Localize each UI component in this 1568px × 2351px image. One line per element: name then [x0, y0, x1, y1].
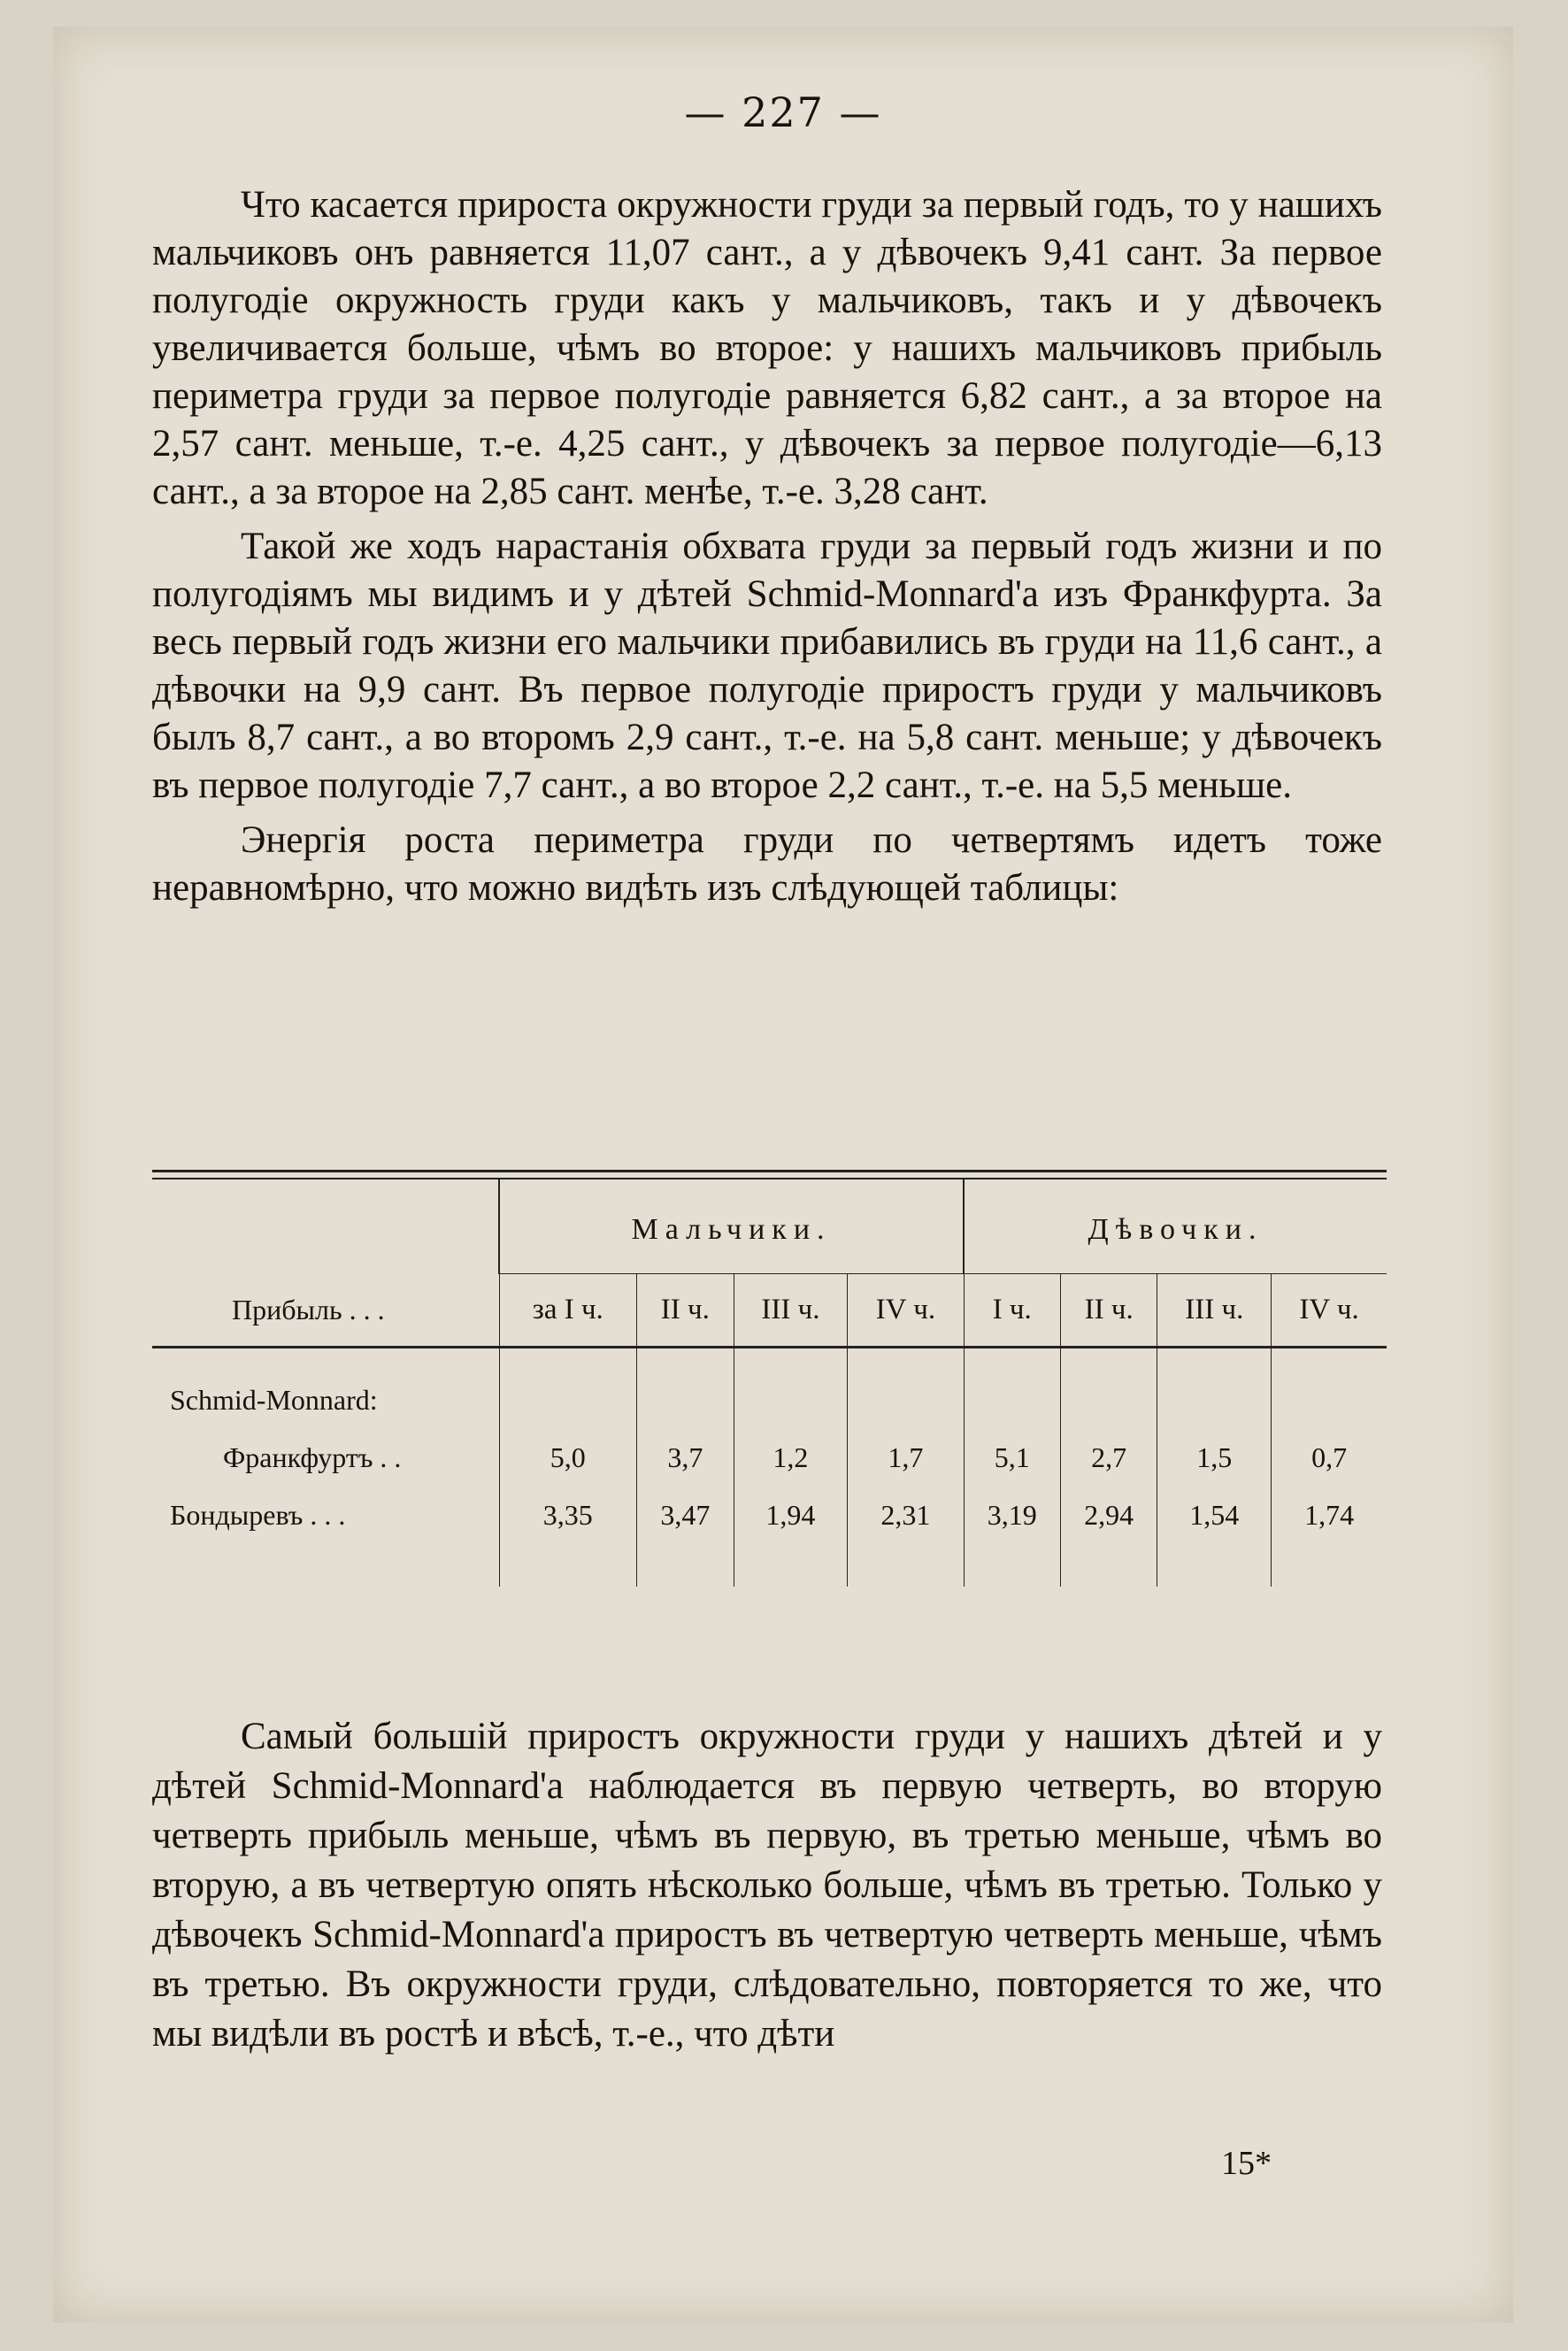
- page-number: — 227 —: [684, 88, 882, 136]
- paragraph: Самый большій приростъ окружности груди у нашихъ дѣтей и у дѣтей Schmid-Monnard'а наблюдается въ первую четверть, во вторую четверть прибыль меньше, чѣмъ въ первую, въ третью меньше, чѣмъ во вторую, а въ четвертую опять нѣсколько больше, чѣмъ въ третью. Только у дѣвочекъ Schmid-Monnard'а приростъ въ четвертую четверть меньше, чѣмъ въ третью. Въ окружности груди, слѣдовательно, повторяется то же, что мы видѣли въ ростѣ и вѣсѣ, т.-е., что дѣти: [152, 1716, 1382, 2055]
- quarter-header: за I ч.: [499, 1274, 637, 1348]
- row-label-header: Прибыль . . .: [152, 1179, 499, 1348]
- quarter-header: III ч.: [1157, 1274, 1272, 1348]
- text-block-top: [152, 181, 1382, 919]
- table-cell: 1,5: [1157, 1429, 1272, 1487]
- table-top-rule: [152, 1170, 1387, 1179]
- table-cell: 1,94: [734, 1487, 848, 1544]
- quarter-header: IV ч.: [848, 1274, 964, 1348]
- table-cell: 1,54: [1157, 1487, 1272, 1544]
- paragraph: Такой же ходъ нарастанія обхвата груди за первый годъ жизни и по полугодіямъ мы видимъ и у дѣтей Schmid-Monnard'а изъ Франкфурта. За весь первый годъ жизни его мальчики прибавились въ груди на 11,6 сант., а дѣвочки на 9,9 сант. Въ первое полугодіе приростъ груди у мальчиковъ былъ 8,7 сант., а во второмъ 2,9 сант., т.-е. на 5,8 сант. меньше; у дѣвочекъ въ первое полугодіе 7,7 сант., а во второе 2,2 сант., т.-е. на 5,5 меньше.: [152, 526, 1382, 806]
- row-name: Франкфуртъ . .: [223, 1441, 402, 1473]
- table-cell: 5,1: [964, 1429, 1060, 1487]
- book-page: [53, 27, 1513, 2323]
- table-cell: 3,47: [637, 1487, 734, 1544]
- table-cell: 5,0: [499, 1429, 637, 1487]
- quarter-header: IV ч.: [1272, 1274, 1387, 1348]
- row-name: Бондыревъ . . .: [170, 1499, 346, 1531]
- table-row: [152, 1487, 1387, 1544]
- table-row: [152, 1429, 1387, 1487]
- quarter-header: II ч.: [637, 1274, 734, 1348]
- table-cell: 0,7: [1272, 1429, 1387, 1487]
- text-block-bottom: [152, 1712, 1382, 2066]
- table-cell: 1,7: [848, 1429, 964, 1487]
- table-cell: 3,19: [964, 1487, 1060, 1544]
- quarter-header: III ч.: [734, 1274, 848, 1348]
- source-header: Schmid-Monnard:: [170, 1384, 378, 1416]
- table-cell: 3,35: [499, 1487, 637, 1544]
- group-header-boys: Мальчики.: [499, 1179, 964, 1274]
- paragraph: Что касается прироста окружности груди за первый годъ, то у нашихъ мальчиковъ онъ равняется 11,07 сант., а у дѣвочекъ 9,41 сант. За первое полугодіе окружность груди какъ у мальчиковъ, такъ и у дѣвочекъ увеличивается больше, чѣмъ во второе: у нашихъ мальчиковъ прибыль периметра груди за первое полугодіе равняется 6,82 сант., а за второе на 2,57 сант. меньше, т.-е. 4,25 сант., у дѣвочекъ за первое полугодіе—6,13 сант., а за второе на 2,85 сант. менѣе, т.-е. 3,28 сант.: [152, 184, 1382, 512]
- group-header-girls: Дѣвочки.: [964, 1179, 1387, 1274]
- table-cell: 1,74: [1272, 1487, 1387, 1544]
- table-cell: 2,7: [1060, 1429, 1157, 1487]
- table-cell: 2,94: [1060, 1487, 1157, 1544]
- table-cell: 1,2: [734, 1429, 848, 1487]
- table-cell: 3,7: [637, 1429, 734, 1487]
- signature-mark: 15*: [1221, 2145, 1272, 2182]
- table-cell: 2,31: [848, 1487, 964, 1544]
- growth-table: [152, 1170, 1387, 1587]
- paragraph: Энергія роста периметра груди по четвертямъ идетъ тоже неравномѣрно, что можно видѣть изъ слѣдующей таблицы:: [152, 819, 1382, 909]
- quarter-header: I ч.: [964, 1274, 1060, 1348]
- quarter-header: II ч.: [1060, 1274, 1157, 1348]
